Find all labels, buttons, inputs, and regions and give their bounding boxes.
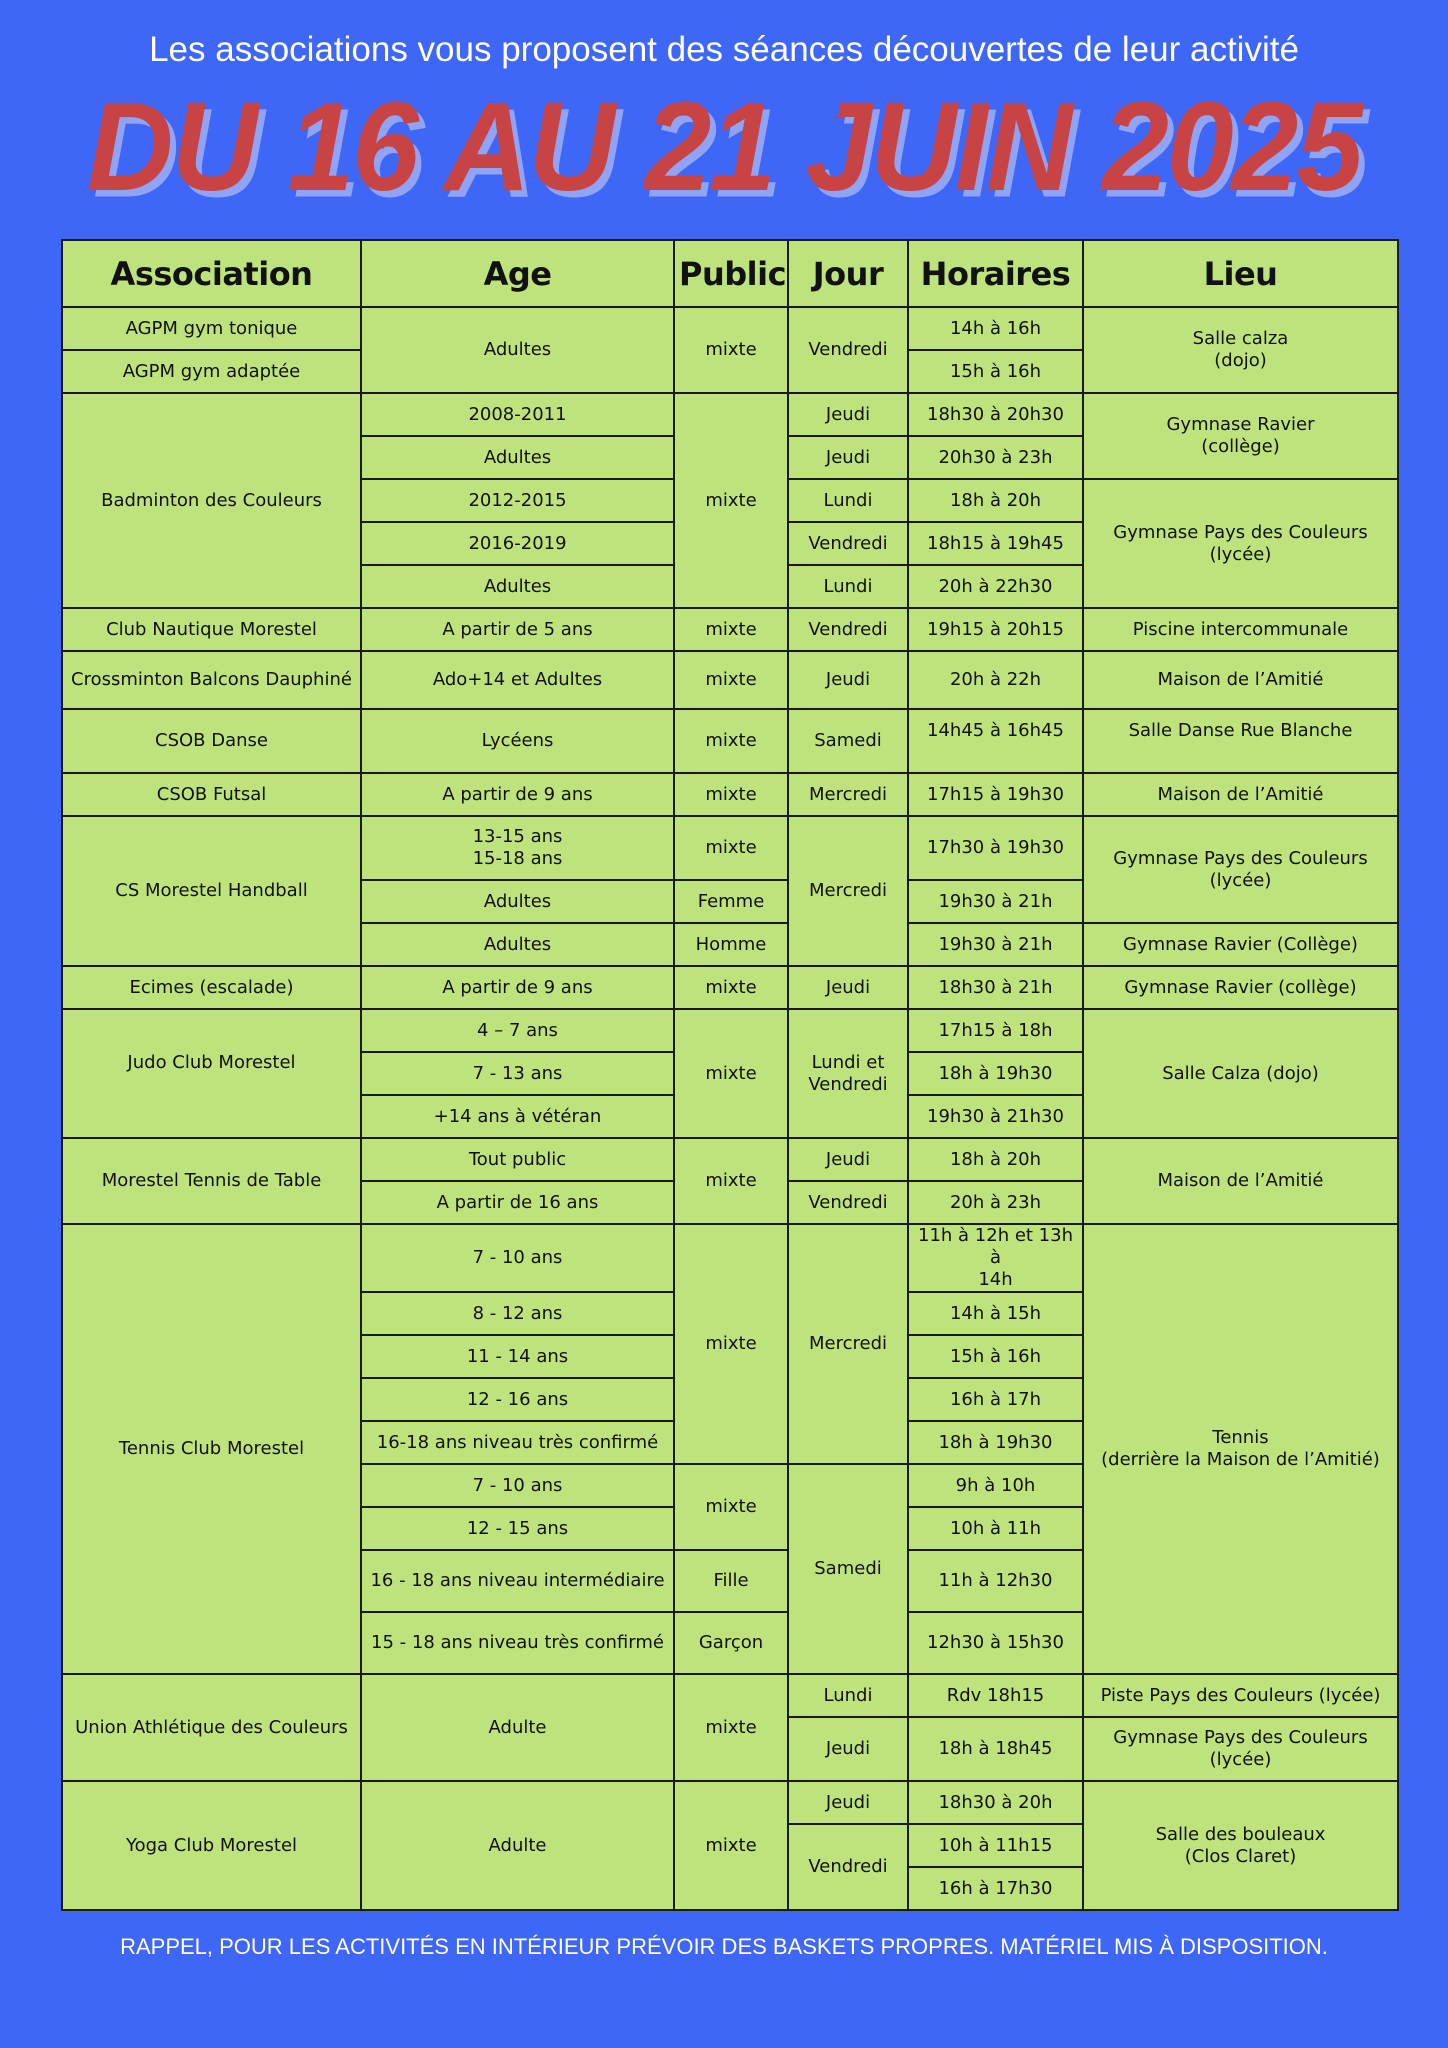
- day-cell: Samedi: [788, 1464, 908, 1674]
- age-cell: Ado+14 et Adultes: [361, 651, 674, 709]
- table-row: [62, 816, 1398, 880]
- age-cell: 2016-2019: [361, 522, 674, 565]
- public-cell: Femme: [674, 880, 788, 923]
- day-cell: Jeudi: [788, 1717, 908, 1781]
- table-row: [62, 966, 1398, 1009]
- day-cell: Vendredi: [788, 1824, 908, 1910]
- table-row: [62, 773, 1398, 816]
- place-cell: Salle Danse Rue Blanche: [1083, 709, 1398, 773]
- hours-cell: 18h à 20h: [908, 479, 1083, 522]
- column-header: Horaires: [908, 240, 1083, 307]
- age-cell: Adultes: [361, 880, 674, 923]
- hours-cell: 20h à 22h30: [908, 565, 1083, 608]
- age-cell: 15 - 18 ans niveau très confirmé: [361, 1612, 674, 1674]
- hours-cell: 16h à 17h30: [908, 1867, 1083, 1910]
- age-cell: 2012-2015: [361, 479, 674, 522]
- hours-cell: 20h à 22h: [908, 651, 1083, 709]
- age-cell: A partir de 9 ans: [361, 966, 674, 1009]
- place-cell: Maison de l’Amitié: [1083, 773, 1398, 816]
- age-cell: Adulte: [361, 1674, 674, 1781]
- hours-cell: 18h à 20h: [908, 1138, 1083, 1181]
- day-cell: Lundi et Vendredi: [788, 1009, 908, 1138]
- day-cell: Lundi: [788, 1674, 908, 1717]
- public-cell: mixte: [674, 393, 788, 608]
- age-cell: Adultes: [361, 565, 674, 608]
- table-row: [62, 1138, 1398, 1181]
- place-cell: Gymnase Ravier (collège): [1083, 393, 1398, 479]
- age-cell: 11 - 14 ans: [361, 1335, 674, 1378]
- association-cell: AGPM gym tonique: [62, 307, 361, 350]
- association-cell: Crossminton Balcons Dauphiné: [62, 651, 361, 709]
- age-cell: A partir de 5 ans: [361, 608, 674, 651]
- column-header: Association: [62, 240, 361, 307]
- public-cell: mixte: [674, 608, 788, 651]
- hours-cell: 15h à 16h: [908, 1335, 1083, 1378]
- association-cell: Judo Club Morestel: [62, 1009, 361, 1138]
- place-cell: Salle calza (dojo): [1083, 307, 1398, 393]
- hours-cell: 10h à 11h: [908, 1507, 1083, 1550]
- association-cell: CSOB Futsal: [62, 773, 361, 816]
- day-cell: Jeudi: [788, 966, 908, 1009]
- hours-cell: 19h30 à 21h: [908, 923, 1083, 966]
- day-cell: Jeudi: [788, 1781, 908, 1824]
- hours-cell: 20h30 à 23h: [908, 436, 1083, 479]
- day-cell: Mercredi: [788, 1224, 908, 1464]
- age-cell: 12 - 16 ans: [361, 1378, 674, 1421]
- age-cell: A partir de 9 ans: [361, 773, 674, 816]
- age-cell: Adultes: [361, 436, 674, 479]
- day-cell: Vendredi: [788, 307, 908, 393]
- hours-cell: 18h à 19h30: [908, 1052, 1083, 1095]
- hours-cell: 14h45 à 16h45: [908, 709, 1083, 773]
- hours-cell: 19h30 à 21h: [908, 880, 1083, 923]
- hours-cell: 18h15 à 19h45: [908, 522, 1083, 565]
- age-cell: A partir de 16 ans: [361, 1181, 674, 1224]
- hours-cell: 18h30 à 20h: [908, 1781, 1083, 1824]
- place-cell: Gymnase Ravier (Collège): [1083, 923, 1398, 966]
- age-cell: Tout public: [361, 1138, 674, 1181]
- association-cell: CSOB Danse: [62, 709, 361, 773]
- association-cell: AGPM gym adaptée: [62, 350, 361, 393]
- hours-cell: 10h à 11h15: [908, 1824, 1083, 1867]
- table-row: [62, 1781, 1398, 1824]
- place-cell: Tennis (derrière la Maison de l’Amitié): [1083, 1224, 1398, 1674]
- age-cell: 12 - 15 ans: [361, 1507, 674, 1550]
- public-cell: mixte: [674, 1464, 788, 1550]
- place-cell: Piscine intercommunale: [1083, 608, 1398, 651]
- hours-cell: 12h30 à 15h30: [908, 1612, 1083, 1674]
- table-row: [62, 1674, 1398, 1717]
- day-cell: Mercredi: [788, 816, 908, 966]
- day-cell: Jeudi: [788, 436, 908, 479]
- age-cell: Adultes: [361, 923, 674, 966]
- age-cell: 13-15 ans 15-18 ans: [361, 816, 674, 880]
- age-cell: Lycéens: [361, 709, 674, 773]
- place-cell: Gymnase Pays des Couleurs (lycée): [1083, 479, 1398, 608]
- schedule-table: [61, 239, 1399, 1911]
- association-cell: Union Athlétique des Couleurs: [62, 1674, 361, 1781]
- association-cell: Yoga Club Morestel: [62, 1781, 361, 1910]
- page-subtitle: Les associations vous proposent des séances découvertes de leur activité: [149, 30, 1299, 69]
- hours-cell: 17h15 à 19h30: [908, 773, 1083, 816]
- association-cell: Ecimes (escalade): [62, 966, 361, 1009]
- day-cell: Jeudi: [788, 1138, 908, 1181]
- public-cell: mixte: [674, 307, 788, 393]
- column-header: Jour: [788, 240, 908, 307]
- public-cell: mixte: [674, 1009, 788, 1138]
- public-cell: Garçon: [674, 1612, 788, 1674]
- table-row: [62, 709, 1398, 773]
- age-cell: 7 - 10 ans: [361, 1464, 674, 1507]
- place-cell: Gymnase Pays des Couleurs (lycée): [1083, 1717, 1398, 1781]
- hours-cell: 14h à 15h: [908, 1292, 1083, 1335]
- table-row: [62, 1224, 1398, 1292]
- footer-reminder: RAPPEL, POUR LES ACTIVITÉS EN INTÉRIEUR PRÉVOIR DES BASKETS PROPRES. MATÉRIEL MIS À DISPOSITION.: [120, 1934, 1328, 1959]
- association-cell: Tennis Club Morestel: [62, 1224, 361, 1674]
- hours-cell: 15h à 16h: [908, 350, 1083, 393]
- age-cell: +14 ans à vétéran: [361, 1095, 674, 1138]
- column-header: Lieu: [1083, 240, 1398, 307]
- page-title: DU 16 AU 21 JUIN 2025: [86, 76, 1362, 218]
- age-cell: 8 - 12 ans: [361, 1292, 674, 1335]
- age-cell: 4 – 7 ans: [361, 1009, 674, 1052]
- column-header: Public: [674, 240, 788, 307]
- hours-cell: 16h à 17h: [908, 1378, 1083, 1421]
- day-cell: Lundi: [788, 565, 908, 608]
- place-cell: Gymnase Ravier (collège): [1083, 966, 1398, 1009]
- table-row: [62, 608, 1398, 651]
- place-cell: Maison de l’Amitié: [1083, 651, 1398, 709]
- hours-cell: 19h15 à 20h15: [908, 608, 1083, 651]
- age-cell: 7 - 13 ans: [361, 1052, 674, 1095]
- hours-cell: 9h à 10h: [908, 1464, 1083, 1507]
- hours-cell: 18h à 18h45: [908, 1717, 1083, 1781]
- age-cell: 2008-2011: [361, 393, 674, 436]
- table-row: [62, 651, 1398, 709]
- association-cell: Club Nautique Morestel: [62, 608, 361, 651]
- public-cell: mixte: [674, 709, 788, 773]
- place-cell: Piste Pays des Couleurs (lycée): [1083, 1674, 1398, 1717]
- age-cell: Adulte: [361, 1781, 674, 1910]
- hours-cell: 11h à 12h30: [908, 1550, 1083, 1612]
- age-cell: 16-18 ans niveau très confirmé: [361, 1421, 674, 1464]
- day-cell: Vendredi: [788, 522, 908, 565]
- table-row: [62, 1009, 1398, 1052]
- table-row: [62, 307, 1398, 350]
- age-cell: Adultes: [361, 307, 674, 393]
- public-cell: mixte: [674, 773, 788, 816]
- public-cell: Homme: [674, 923, 788, 966]
- place-cell: Maison de l’Amitié: [1083, 1138, 1398, 1224]
- hours-cell: 18h30 à 20h30: [908, 393, 1083, 436]
- hours-cell: 19h30 à 21h30: [908, 1095, 1083, 1138]
- hours-cell: 18h à 19h30: [908, 1421, 1083, 1464]
- hours-cell: 18h30 à 21h: [908, 966, 1083, 1009]
- place-cell: Salle Calza (dojo): [1083, 1009, 1398, 1138]
- association-cell: Badminton des Couleurs: [62, 393, 361, 608]
- public-cell: Fille: [674, 1550, 788, 1612]
- day-cell: Vendredi: [788, 1181, 908, 1224]
- place-cell: Gymnase Pays des Couleurs (lycée): [1083, 816, 1398, 923]
- association-cell: Morestel Tennis de Table: [62, 1138, 361, 1224]
- age-cell: 7 - 10 ans: [361, 1224, 674, 1292]
- public-cell: mixte: [674, 816, 788, 880]
- public-cell: mixte: [674, 1674, 788, 1781]
- day-cell: Samedi: [788, 709, 908, 773]
- age-cell: 16 - 18 ans niveau intermédiaire: [361, 1550, 674, 1612]
- day-cell: Vendredi: [788, 608, 908, 651]
- table-header-row: [62, 240, 1398, 307]
- hours-cell: 17h30 à 19h30: [908, 816, 1083, 880]
- public-cell: mixte: [674, 651, 788, 709]
- public-cell: mixte: [674, 966, 788, 1009]
- table-row: [62, 393, 1398, 436]
- day-cell: Mercredi: [788, 773, 908, 816]
- public-cell: mixte: [674, 1781, 788, 1910]
- day-cell: Jeudi: [788, 393, 908, 436]
- hours-cell: 17h15 à 18h: [908, 1009, 1083, 1052]
- column-header: Age: [361, 240, 674, 307]
- hours-cell: 20h à 23h: [908, 1181, 1083, 1224]
- place-cell: Salle des bouleaux (Clos Claret): [1083, 1781, 1398, 1910]
- day-cell: Jeudi: [788, 651, 908, 709]
- public-cell: mixte: [674, 1138, 788, 1224]
- day-cell: Lundi: [788, 479, 908, 522]
- hours-cell: 14h à 16h: [908, 307, 1083, 350]
- hours-cell: 11h à 12h et 13h à 14h: [908, 1224, 1083, 1292]
- association-cell: CS Morestel Handball: [62, 816, 361, 966]
- public-cell: mixte: [674, 1224, 788, 1464]
- hours-cell: Rdv 18h15: [908, 1674, 1083, 1717]
